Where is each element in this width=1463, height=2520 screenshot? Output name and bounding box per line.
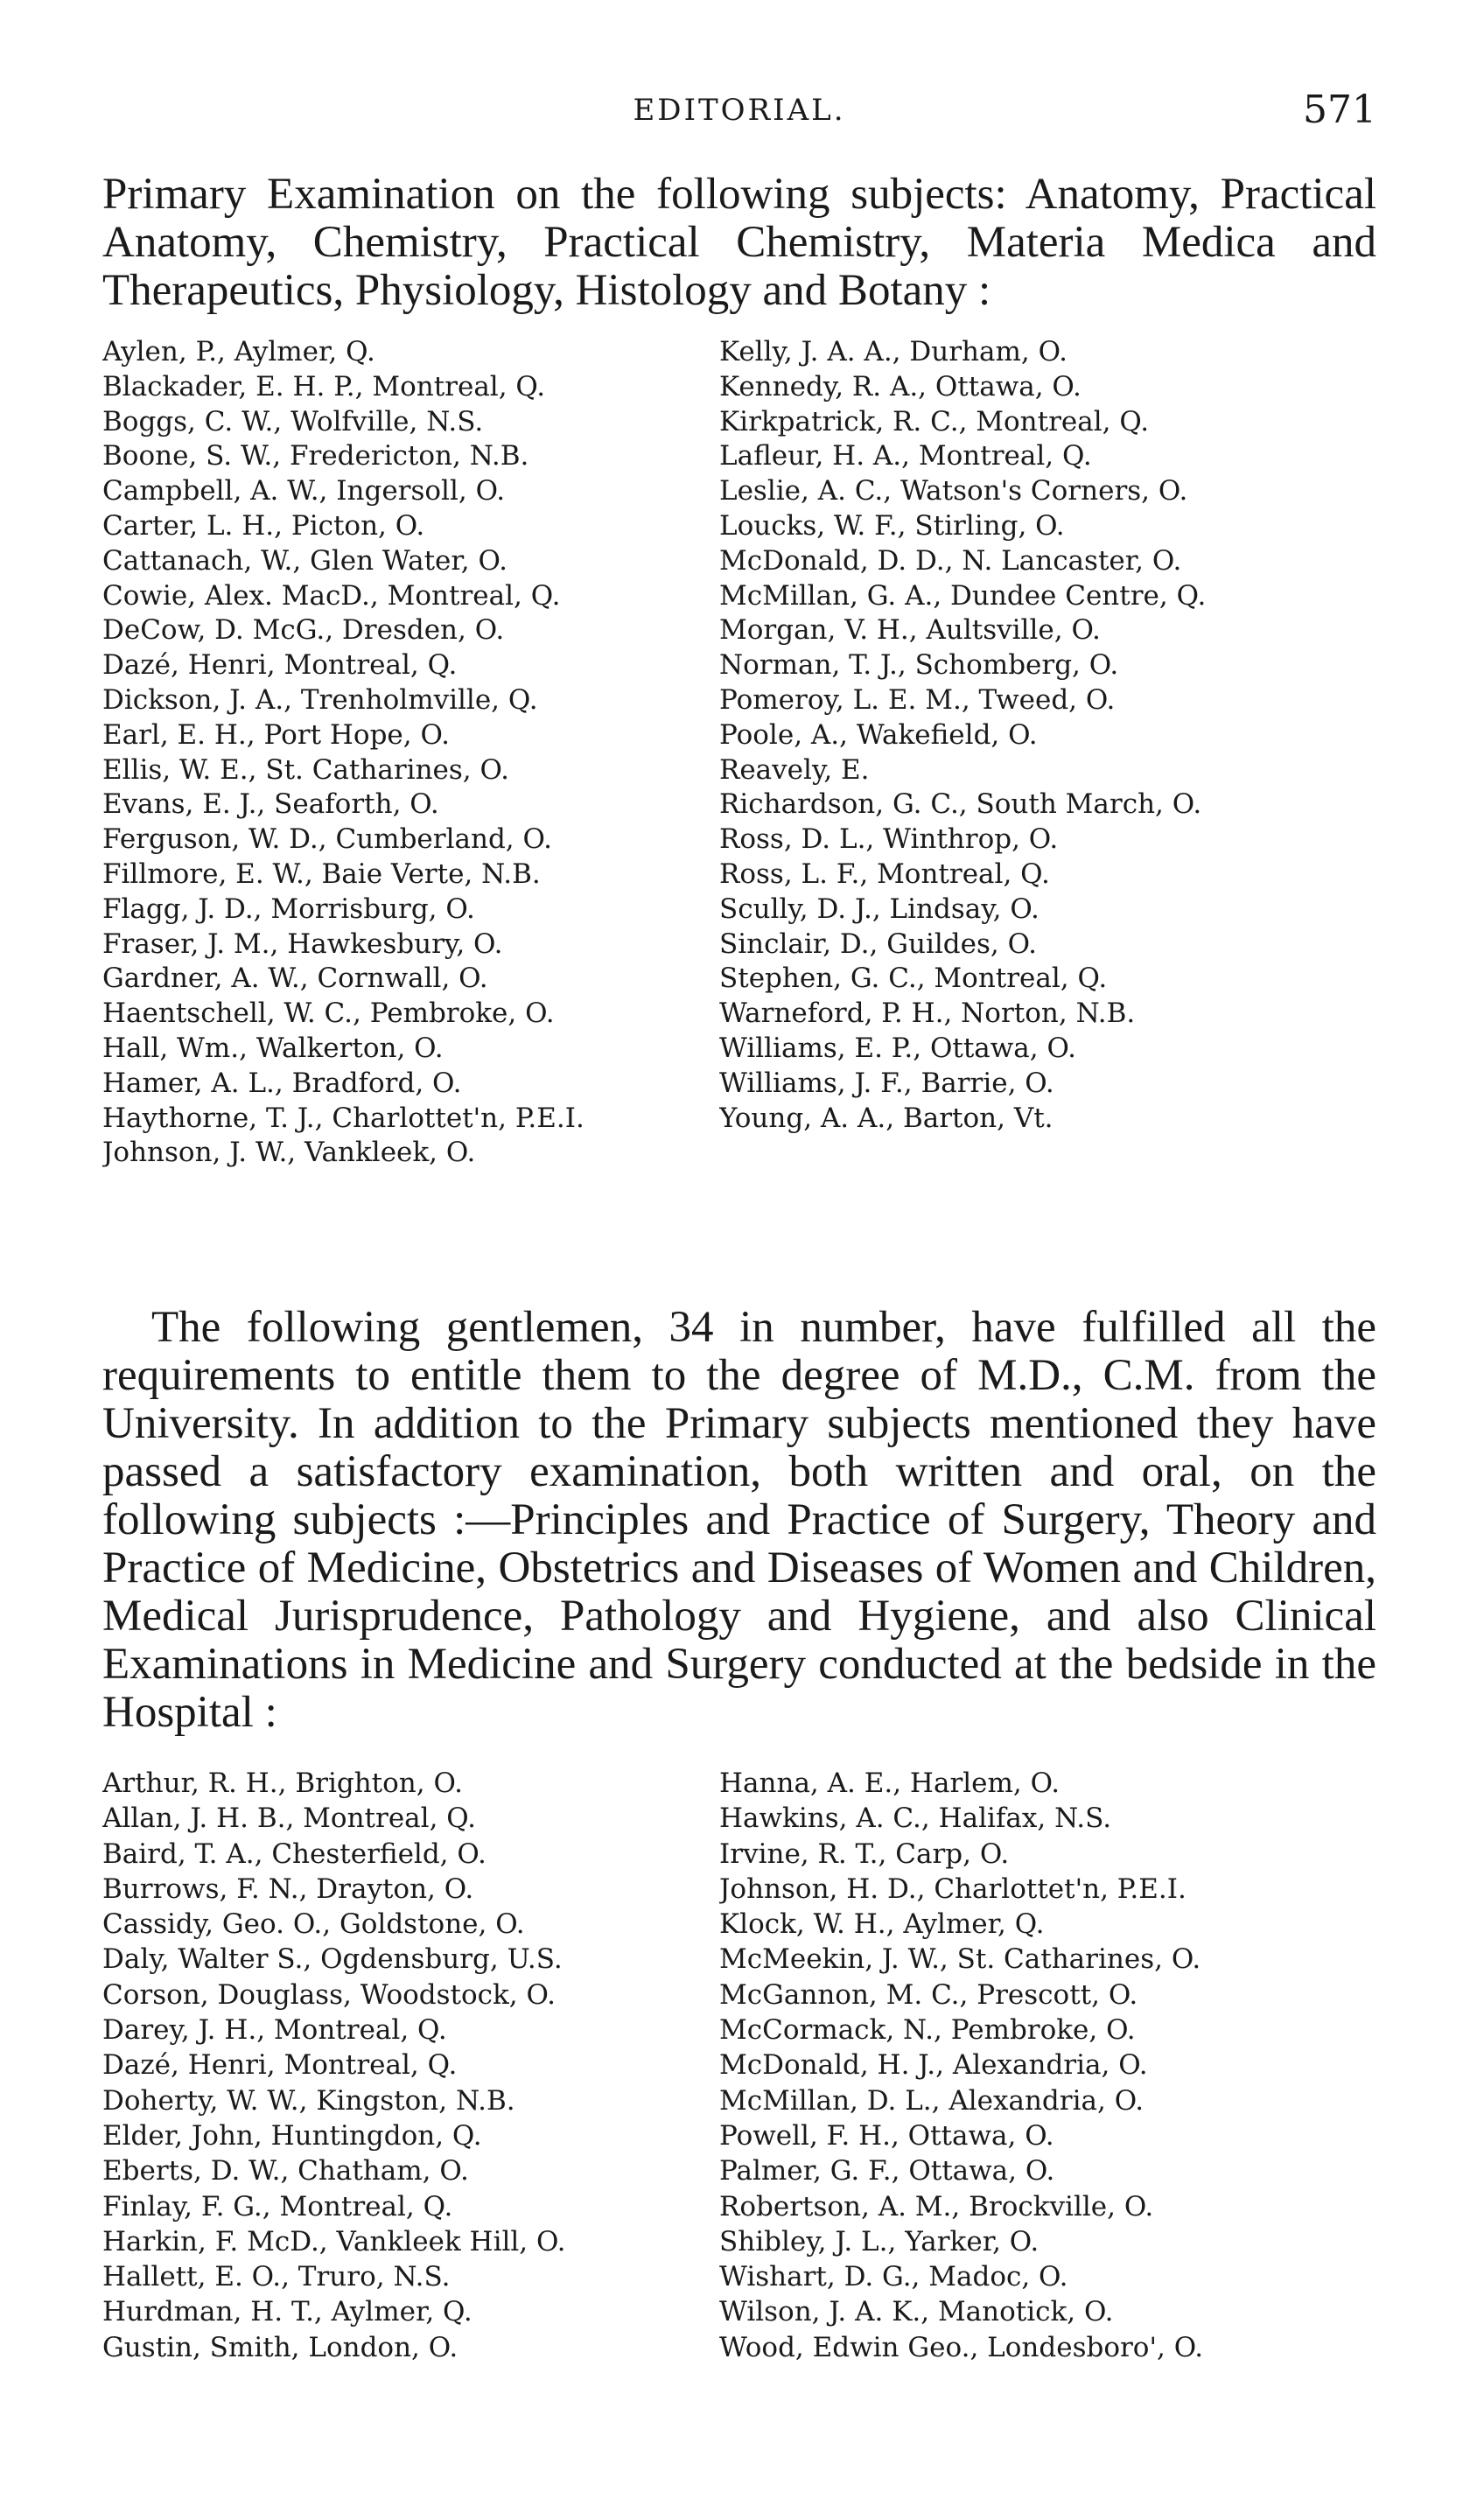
list-item: Palmer, G. F., Ottawa, O. bbox=[719, 2155, 1055, 2188]
list-item: Johnson, J. W., Vankleek, O. bbox=[102, 1137, 476, 1169]
list-item: Harkin, F. McD., Vankleek Hill, O. bbox=[102, 2225, 566, 2258]
list-item: Earl, E. H., Port Hope, O. bbox=[102, 718, 450, 751]
list-item: Baird, T. A., Chesterfield, O. bbox=[102, 1838, 486, 1870]
list-item: Williams, J. F., Barrie, O. bbox=[719, 1067, 1054, 1099]
list-item: Richardson, G. C., South March, O. bbox=[719, 788, 1202, 821]
list-item: Dazé, Henri, Montreal, Q. bbox=[102, 2049, 458, 2082]
list-item: Gustin, Smith, London, O. bbox=[102, 2331, 458, 2363]
list-item: McMeekin, J. W., St. Catharines, O. bbox=[719, 1943, 1201, 1976]
list-item: Finlay, F. G., Montreal, Q. bbox=[102, 2190, 453, 2222]
degree-intro: The following gentlemen, 34 in number, have fulfilled all the requirements to entitle them to the degree of M.D., C.M. from the University. In addition to the Primary subjects mentioned they have passed a satisfactory examination, both written and oral, on the following subjects :—Principles and Practice of Surgery, Theory and Practice of Medicine, Obstetrics and Diseases of Women and Children, Medical Jurisprudence, Pathology and Hygiene, and also Clinical Examinations in Medicine and Surgery conducted at the bedside in the Hospital : bbox=[102, 1303, 1376, 1737]
list-item: Carter, L. H., Picton, O. bbox=[102, 509, 425, 542]
list-item: Powell, F. H., Ottawa, O. bbox=[719, 2119, 1054, 2152]
list-item: Boggs, C. W., Wolfville, N.S. bbox=[102, 405, 484, 438]
list-item: DeCow, D. McG., Dresden, O. bbox=[102, 614, 505, 647]
list-item: Haythorne, T. J., Charlottet'n, P.E.I. bbox=[102, 1102, 584, 1134]
list-item: Hamer, A. L., Bradford, O. bbox=[102, 1067, 462, 1099]
list-item: Cattanach, W., Glen Water, O. bbox=[102, 544, 508, 577]
list-item: Poole, A., Wakefield, O. bbox=[719, 718, 1038, 751]
list-item: Darey, J. H., Montreal, Q. bbox=[102, 2014, 447, 2047]
primary-list-left-column bbox=[102, 335, 719, 1171]
list-item: Haentschell, W. C., Pembroke, O. bbox=[102, 998, 555, 1030]
list-item: Lafleur, H. A., Montreal, Q. bbox=[719, 440, 1092, 472]
primary-examination-intro: Primary Examination on the following subjects: Anatomy, Practical Anatomy, Chemistry, Practical Chemistry, Materia Medica and Therapeutics, Physiology, Histology and Botany : bbox=[102, 170, 1376, 315]
list-item: Johnson, H. D., Charlottet'n, P.E.I. bbox=[719, 1872, 1186, 1905]
list-item: Irvine, R. T., Carp, O. bbox=[719, 1838, 1010, 1870]
list-item: Wilson, J. A. K., Manotick, O. bbox=[719, 2296, 1114, 2328]
page-number: 571 bbox=[1303, 88, 1376, 132]
list-item: Robertson, A. M., Brockville, O. bbox=[719, 2190, 1154, 2222]
list-item: Ellis, W. E., St. Catharines, O. bbox=[102, 753, 509, 786]
list-item: Hall, Wm., Walkerton, O. bbox=[102, 1032, 444, 1064]
list-item: Fraser, J. M., Hawkesbury, O. bbox=[102, 928, 503, 960]
list-item: Cowie, Alex. MacD., Montreal, Q. bbox=[102, 579, 561, 612]
primary-examination-list bbox=[102, 335, 1376, 1171]
list-item: Eberts, D. W., Chatham, O. bbox=[102, 2155, 469, 2188]
list-item: Hawkins, A. C., Halifax, N.S. bbox=[719, 1802, 1112, 1835]
list-item: Sinclair, D., Guildes, O. bbox=[719, 928, 1038, 960]
list-item: Campbell, A. W., Ingersoll, O. bbox=[102, 475, 506, 508]
list-item: Hanna, A. E., Harlem, O. bbox=[719, 1768, 1060, 1799]
list-item: Gardner, A. W., Cornwall, O. bbox=[102, 962, 488, 995]
list-item: Kelly, J. A. A., Durham, O. bbox=[719, 336, 1068, 368]
list-item: Allan, J. H. B., Montreal, Q. bbox=[102, 1802, 477, 1835]
list-item: Kennedy, R. A., Ottawa, O. bbox=[719, 370, 1082, 402]
list-item: Daly, Walter S., Ogdensburg, U.S. bbox=[102, 1943, 563, 1976]
degree-list-right-column bbox=[719, 1766, 1376, 2365]
list-item: Flagg, J. D., Morrisburg, O. bbox=[102, 892, 475, 925]
list-item: Blackader, E. H. P., Montreal, Q. bbox=[102, 370, 546, 402]
list-item: Loucks, W. F., Stirling, O. bbox=[719, 509, 1065, 542]
page-header bbox=[102, 88, 1376, 140]
list-item: Cassidy, Geo. O., Goldstone, O. bbox=[102, 1908, 525, 1941]
list-item: Dazé, Henri, Montreal, Q. bbox=[102, 649, 458, 682]
list-item: Elder, John, Huntingdon, Q. bbox=[102, 2119, 482, 2152]
list-item: McDonald, D. D., N. Lancaster, O. bbox=[719, 544, 1182, 577]
list-item: McDonald, H. J., Alexandria, O. bbox=[719, 2049, 1148, 2082]
list-item: Ferguson, W. D., Cumberland, O. bbox=[102, 823, 552, 856]
list-item: Fillmore, E. W., Baie Verte, N.B. bbox=[102, 858, 541, 890]
list-item: McMillan, G. A., Dundee Centre, Q. bbox=[719, 579, 1207, 612]
list-item: Aylen, P., Aylmer, Q. bbox=[102, 336, 375, 368]
list-item: Ross, L. F., Montreal, Q. bbox=[719, 858, 1050, 890]
list-item: Kirkpatrick, R. C., Montreal, Q. bbox=[719, 405, 1150, 438]
list-item: Stephen, G. C., Montreal, Q. bbox=[719, 962, 1108, 995]
list-item: Pomeroy, L. E. M., Tweed, O. bbox=[719, 683, 1116, 716]
list-item: Klock, W. H., Aylmer, Q. bbox=[719, 1908, 1045, 1941]
list-item: Corson, Douglass, Woodstock, O. bbox=[102, 1978, 556, 2011]
degree-list-left-column bbox=[102, 1766, 719, 2365]
list-item: Morgan, V. H., Aultsville, O. bbox=[719, 614, 1101, 647]
list-item: Hallett, E. O., Truro, N.S. bbox=[102, 2261, 451, 2293]
list-item: Scully, D. J., Lindsay, O. bbox=[719, 892, 1040, 925]
list-item: McGannon, M. C., Prescott, O. bbox=[719, 1978, 1138, 2011]
list-item: Warneford, P. H., Norton, N.B. bbox=[719, 998, 1136, 1030]
list-item: Wishart, D. G., Madoc, O. bbox=[719, 2261, 1068, 2293]
list-item: Young, A. A., Barton, Vt. bbox=[719, 1102, 1054, 1134]
list-item: Wood, Edwin Geo., Londesboro', O. bbox=[719, 2331, 1204, 2363]
running-head: EDITORIAL. bbox=[633, 93, 846, 128]
primary-list-right-column bbox=[719, 335, 1376, 1171]
list-item: Reavely, E. bbox=[719, 753, 870, 786]
list-item: Arthur, R. H., Brighton, O. bbox=[102, 1768, 463, 1799]
list-item: Hurdman, H. T., Aylmer, Q. bbox=[102, 2296, 472, 2328]
list-item: Evans, E. J., Seaforth, O. bbox=[102, 788, 439, 821]
list-item: McMillan, D. L., Alexandria, O. bbox=[719, 2084, 1144, 2117]
list-item: Boone, S. W., Fredericton, N.B. bbox=[102, 440, 529, 472]
list-item: Doherty, W. W., Kingston, N.B. bbox=[102, 2084, 515, 2117]
list-item: McCormack, N., Pembroke, O. bbox=[719, 2014, 1136, 2047]
list-item: Dickson, J. A., Trenholmville, Q. bbox=[102, 683, 538, 716]
list-item: Leslie, A. C., Watson's Corners, O. bbox=[719, 475, 1188, 508]
degree-list bbox=[102, 1766, 1376, 2365]
list-item: Shibley, J. L., Yarker, O. bbox=[719, 2225, 1040, 2258]
list-item: Norman, T. J., Schomberg, O. bbox=[719, 649, 1119, 682]
list-item: Burrows, F. N., Drayton, O. bbox=[102, 1872, 474, 1905]
list-item: Ross, D. L., Winthrop, O. bbox=[719, 823, 1059, 856]
list-item: Williams, E. P., Ottawa, O. bbox=[719, 1032, 1076, 1064]
